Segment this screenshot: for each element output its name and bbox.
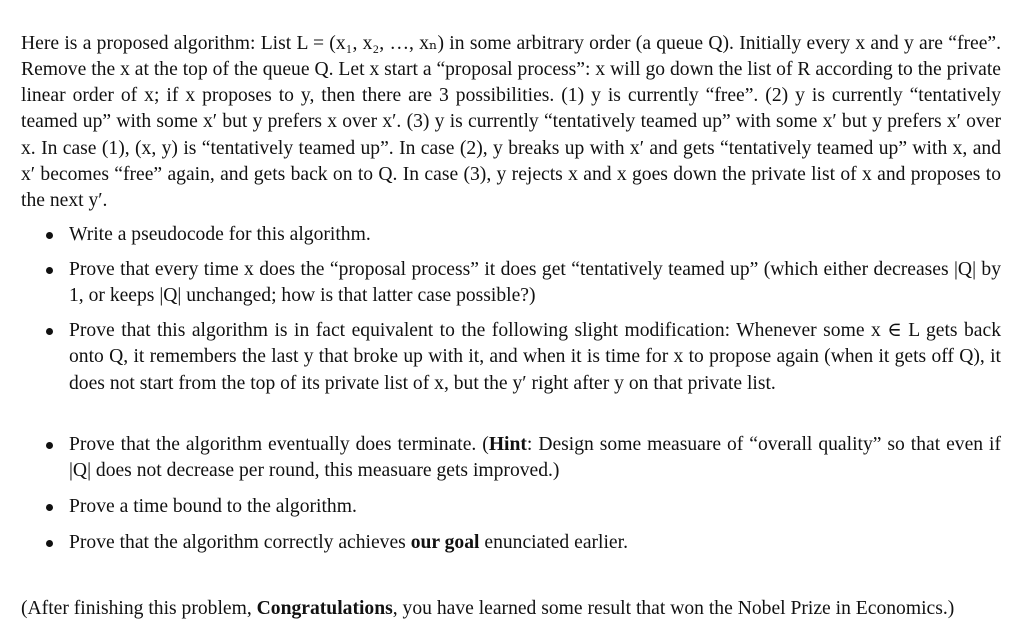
closing-paragraph bbox=[21, 596, 1001, 622]
intro-paragraph: Here is a proposed algorithm: List L = (x₁, x₂, …, xₙ) in some arbitrary order (a queue Q). Initially every x and y are “free”. Remove the x at the top of the queue Q. Let x start a “proposal process”: x will go down the list of R according to the private linear order of x; if x proposes to y, then there are 3 possibilities. (1) y is currently “free”. (2) y is currently “tentatively teamed up” with some x′ but y prefers x over x′. (3) y is currently “tentatively teamed up” with some x′ but y prefers x′ over x. In case (1), (x, y) is “tentatively teamed up”. In case (2), y breaks up with x′ and gets “tentatively teamed up” with x, and x′ becomes “free” again, and gets back on to Q. In case (3), y rejects x and x goes down the private list of x and proposes to the next y′. bbox=[21, 32, 1001, 212]
congratulations-emphasis: Congratulations bbox=[256, 597, 393, 619]
closing-text-post: , you have learned some result that won the Nobel Prize in Economics.) bbox=[392, 597, 955, 619]
task-item-correctness bbox=[42, 530, 1001, 556]
correctness-text-post: enunciated earlier. bbox=[479, 532, 628, 553]
termination-text-post: : Design some measuare of “overall quality” so that even if |Q| does not decrease per round, this measuare gets improved.) bbox=[69, 434, 1002, 482]
closing-text-pre: (After finishing this problem, bbox=[21, 597, 257, 619]
task-item-termination-proof bbox=[42, 432, 1001, 485]
task-item-time-bound: Prove a time bound to the algorithm. bbox=[42, 494, 1001, 520]
task-item-proposal-proof: Prove that every time x does the “proposal process” it does get “tentatively teamed up” (which either decreases |Q| by 1, or keeps |Q| unchanged; how is that latter case possible?) bbox=[42, 257, 1001, 310]
correctness-text-pre: Prove that the algorithm correctly achieves bbox=[69, 532, 411, 553]
goal-emphasis: our goal bbox=[410, 532, 480, 553]
termination-text-pre: Prove that the algorithm eventually does terminate. ( bbox=[69, 434, 489, 455]
task-item-equivalence-proof: Prove that this algorithm is in fact equivalent to the following slight modification: Whenever some x ∈ L gets back onto Q, it remembers the last y that broke up with it, and when it is time for x to propose again (when it gets off Q), it does not start from the top of its private list of x, but the y′ right after y on that private list. bbox=[42, 318, 1001, 397]
hint-label: Hint bbox=[488, 434, 527, 455]
task-item-pseudocode: Write a pseudocode for this algorithm. bbox=[42, 222, 1001, 248]
